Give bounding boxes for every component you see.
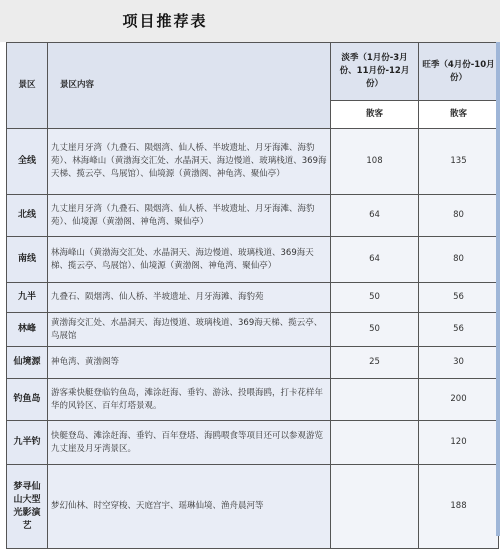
scrollbar-edge <box>496 42 500 536</box>
row-area: 钓鱼岛 <box>7 379 48 421</box>
table-row <box>7 379 499 421</box>
row-off-price: 50 <box>331 283 419 313</box>
row-area: 北线 <box>7 195 48 237</box>
project-table <box>6 42 499 549</box>
subheader-peak-price: 散客 <box>419 101 499 129</box>
row-area: 林峰 <box>7 313 48 347</box>
row-content: 梦幻仙林、时空穿梭、天庭宫宇、瑶琳仙境、渔舟晨河等 <box>48 465 331 549</box>
subheader-off-price: 散客 <box>331 101 419 129</box>
title-row <box>0 0 500 42</box>
row-area: 梦寻仙山大型光影演艺 <box>7 465 48 549</box>
row-peak-price: 120 <box>419 421 499 465</box>
row-off-price: 50 <box>331 313 419 347</box>
page-title: 项目推荐表 <box>122 12 208 30</box>
row-area: 全线 <box>7 129 48 195</box>
row-peak-price: 80 <box>419 195 499 237</box>
row-content: 九丈崖月牙湾（九叠石、陨烟湾、仙人桥、半坡遗址、月牙海滩、海豹苑）、林海峰山（黄渤海交汇处、水晶洞天、海边慢道、玻璃栈道、369海天梯、揽云亭、鸟展馆）、仙境源（黄渤阁、神龟湾、聚仙亭） <box>48 129 331 195</box>
table-row <box>7 313 499 347</box>
row-off-price: 25 <box>331 347 419 379</box>
row-off-price <box>331 421 419 465</box>
row-content: 游客乘快艇登临钓鱼岛，滩涂赶海、垂钓、游泳、投喂海鸥，打卡花样年华的风铃区、百年灯塔景观。 <box>48 379 331 421</box>
row-off-price <box>331 379 419 421</box>
row-content: 神龟湾、黄渤阁等 <box>48 347 331 379</box>
row-area: 仙境源 <box>7 347 48 379</box>
row-off-price: 64 <box>331 237 419 283</box>
table-row <box>7 347 499 379</box>
row-content: 九叠石、陨烟湾、仙人桥、半坡遗址、月牙海滩、海豹苑 <box>48 283 331 313</box>
row-content: 九丈崖月牙湾（九叠石、陨烟湾、仙人桥、半坡遗址、月牙海滩、海豹苑）、仙境源（黄渤阁、神龟湾、聚仙亭） <box>48 195 331 237</box>
row-content: 林海峰山（黄渤海交汇处、水晶洞天、海边慢道、玻璃栈道、369海天梯、揽云亭、鸟展馆）、仙境源（黄渤阁、神龟湾、聚仙亭） <box>48 237 331 283</box>
row-content: 黄渤海交汇处、水晶洞天、海边慢道、玻璃栈道、369海天梯、揽云亭、鸟展馆 <box>48 313 331 347</box>
header-off-season: 淡季（1月份-3月份、11月份-12月份） <box>331 43 419 101</box>
row-content: 快艇登岛、滩涂赶海、垂钓、百年登塔、海鸥喂食等项目还可以参观游览九丈崖及月牙湾景区。 <box>48 421 331 465</box>
row-peak-price: 56 <box>419 313 499 347</box>
row-peak-price: 80 <box>419 237 499 283</box>
row-peak-price: 135 <box>419 129 499 195</box>
row-off-price: 64 <box>331 195 419 237</box>
table-row <box>7 421 499 465</box>
header-content: 景区内容 <box>48 43 331 129</box>
row-peak-price: 188 <box>419 465 499 549</box>
row-off-price: 108 <box>331 129 419 195</box>
row-peak-price: 200 <box>419 379 499 421</box>
row-peak-price: 30 <box>419 347 499 379</box>
table-row <box>7 195 499 237</box>
table-row <box>7 129 499 195</box>
table-row <box>7 237 499 283</box>
row-area: 九半 <box>7 283 48 313</box>
row-area: 南线 <box>7 237 48 283</box>
row-area: 九半钓 <box>7 421 48 465</box>
table-row <box>7 283 499 313</box>
header-peak-season: 旺季（4月份-10月份） <box>419 43 499 101</box>
row-peak-price: 56 <box>419 283 499 313</box>
header-area: 景区 <box>7 43 48 129</box>
